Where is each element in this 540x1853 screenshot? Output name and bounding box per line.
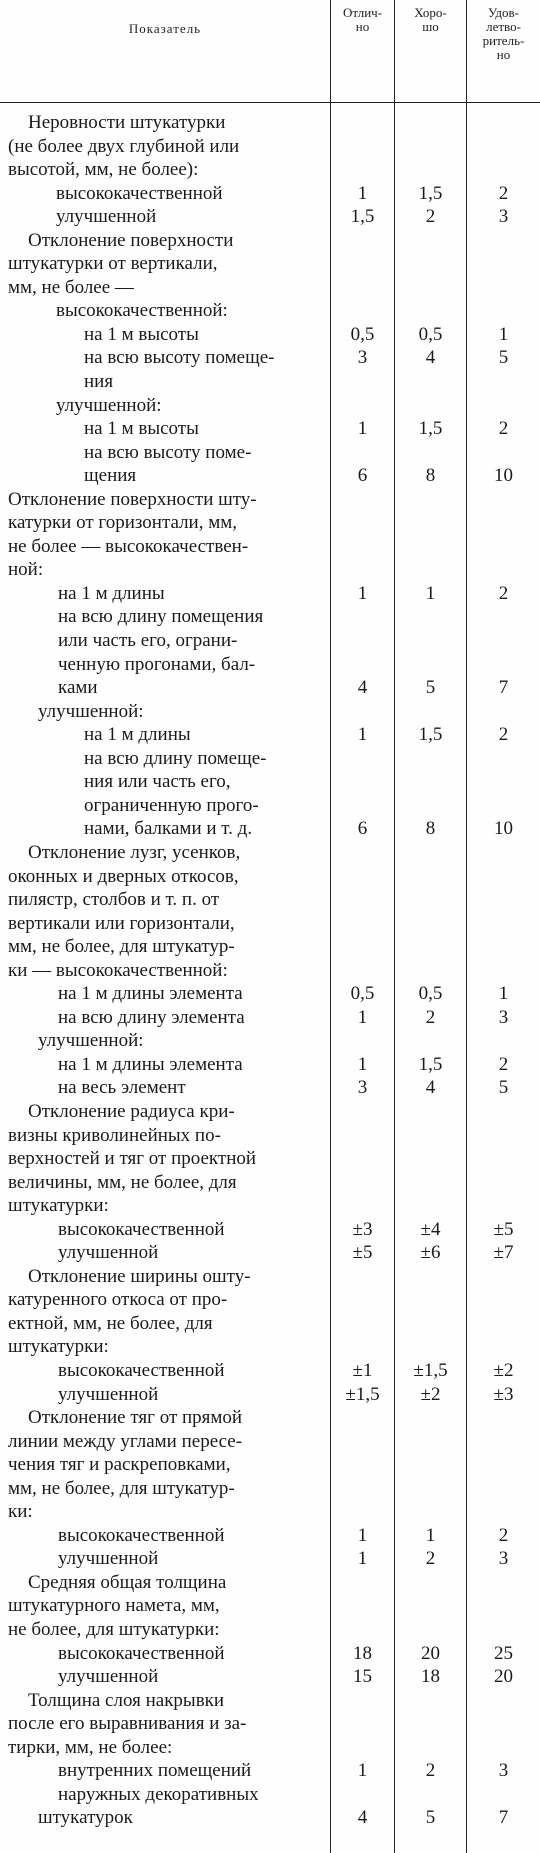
table-row [0,252,540,276]
row-label: или часть его, ограни- [58,630,238,652]
table-row [0,935,540,959]
value-good: 1,5 [418,418,443,440]
row-label: линии между углами пересе- [8,1430,243,1452]
table-row [0,959,540,983]
row-label: оконных и дверных откосов, [8,865,239,887]
value-good: 2 [425,1548,436,1570]
table-row [0,770,540,794]
value-good: 2 [425,206,436,228]
table-row [0,1477,540,1501]
table-row [0,370,540,394]
table-row [0,158,540,182]
table-row [0,1712,540,1736]
row-label: нами, балками и т. д. [84,818,253,840]
value-good: 0,5 [418,983,443,1005]
table-row [0,441,540,465]
row-label: на 1 м длины [58,582,165,604]
value-good: ±2 [420,1383,441,1405]
value-satisfactory: 2 [498,418,509,440]
value-good: 1,5 [418,1053,443,1075]
value-excellent: 1 [357,418,368,440]
row-label: улучшенной [58,1242,159,1264]
value-satisfactory: ±7 [493,1242,514,1264]
table-row [0,841,540,865]
value-excellent: 1 [357,1548,368,1570]
value-excellent: ±1,5 [345,1383,380,1405]
table-row [0,1547,540,1571]
row-label: на всю длину помеще- [84,747,267,769]
table-row [0,1076,540,1100]
row-label: улучшенной [56,206,157,228]
row-label: штукатурки: [8,1195,109,1217]
value-good: 20 [421,1642,440,1664]
table-row [0,912,540,936]
table-row [0,653,540,677]
row-label: величины, мм, не более, для [8,1171,237,1193]
row-label: ния или часть его, [84,771,231,793]
row-label: Отклонение лузг, усенков, [28,841,241,863]
table-row [0,276,540,300]
row-label: наружных декоративных [58,1783,259,1805]
table-row [0,629,540,653]
row-label: на 1 м высоты [84,418,199,440]
value-excellent: 1 [357,1053,368,1075]
table-row [0,205,540,229]
value-good: 5 [425,1807,436,1829]
value-excellent: 1 [357,1760,368,1782]
row-label: катурки от горизонтали, мм, [8,512,238,534]
table-row [0,582,540,606]
table-body [0,111,540,1830]
table-row [0,299,540,323]
row-label: на 1 м высоты [84,323,199,345]
row-label: ектной, мм, не более, для [8,1312,213,1334]
value-excellent: 6 [357,465,368,487]
value-satisfactory: 1 [498,983,509,1005]
row-label: ния [84,371,114,393]
row-label: Отклонение радиуса кри- [28,1100,235,1122]
row-label: штукатурного намета, мм, [8,1595,220,1617]
table-row [0,1783,540,1807]
value-excellent: 1 [357,182,368,204]
header-divider [0,102,540,103]
table-row [0,1383,540,1407]
value-excellent: ±5 [352,1242,373,1264]
row-label: (не более двух глубиной или [8,135,240,157]
table-row [0,1500,540,1524]
row-label: штукатурки от вертикали, [8,253,218,275]
value-good: 1,5 [418,182,443,204]
row-label: на весь элемент [58,1077,186,1099]
table-row [0,346,540,370]
row-label: тирки, мм, не более: [8,1736,173,1758]
value-excellent: 6 [357,818,368,840]
table-row [0,723,540,747]
value-good: 2 [425,1760,436,1782]
table-row [0,1806,540,1830]
table-row [0,323,540,347]
table-row [0,558,540,582]
table-row [0,1124,540,1148]
row-label: не более, для штукатурки: [8,1619,220,1640]
row-label: улучшенной: [38,1030,144,1052]
value-excellent: 1 [357,1006,368,1028]
row-label: ками [58,677,98,699]
value-satisfactory: 3 [498,1548,509,1570]
table-row [0,1453,540,1477]
table-row [0,1218,540,1242]
table-row [0,229,540,253]
table-row [0,1288,540,1312]
row-label: штукатурок [38,1807,133,1829]
table-row [0,1689,540,1713]
column-header-excellent: Отлич- но [342,5,383,34]
value-satisfactory: 1 [498,323,509,345]
value-good: 0,5 [418,323,443,345]
row-label: вертикали или горизонтали, [8,912,235,934]
value-good: 8 [425,818,436,840]
value-satisfactory: 2 [498,582,509,604]
row-label: чения тяг и раскреповками, [8,1454,231,1476]
row-label: штукатурки: [8,1336,109,1358]
row-label: не более — высококачествен- [8,535,249,557]
row-label: улучшенной [58,1666,159,1688]
row-label: после его выравнивания и за- [8,1713,247,1735]
value-satisfactory: ±5 [493,1218,514,1240]
value-excellent: ±1 [352,1359,373,1381]
row-label: Отклонение поверхности шту- [8,488,257,510]
value-good: 8 [425,465,436,487]
table-row [0,511,540,535]
table-row [0,1171,540,1195]
table-row [0,464,540,488]
value-good: ±6 [420,1242,441,1264]
row-label: мм, не более, для штукатур- [8,1477,235,1499]
row-label: высококачественной [58,1359,225,1381]
table-row [0,817,540,841]
row-label: мм, не более — [8,276,134,298]
value-satisfactory: 3 [498,1760,509,1782]
table-row [0,1642,540,1666]
table-row [0,1029,540,1053]
table-row [0,1006,540,1030]
row-label: Толщина слоя накрывки [28,1689,225,1711]
row-label: Отклонение тяг от прямой [28,1407,243,1429]
row-label: Отклонение ширины ошту- [28,1265,251,1287]
table-row [0,1147,540,1171]
table-row [0,182,540,206]
value-excellent: 18 [353,1642,372,1664]
value-satisfactory: 10 [494,465,513,487]
value-excellent: 1 [357,724,368,746]
value-satisfactory: 7 [498,1807,509,1829]
table-row [0,1053,540,1077]
row-label: улучшенной: [38,700,144,722]
value-excellent: 1,5 [350,206,375,228]
table-row [0,1335,540,1359]
value-good: ±1,5 [413,1359,448,1381]
table-row [0,1406,540,1430]
value-satisfactory: 20 [494,1666,513,1688]
value-excellent: 4 [357,1807,368,1829]
row-label: на всю высоту помеще- [84,347,275,369]
row-label: на всю длину помещения [58,606,264,628]
value-good: 2 [425,1006,436,1028]
row-label: верхностей и тяг от проектной [8,1148,257,1170]
value-good: 4 [425,1077,436,1099]
table-row [0,700,540,724]
row-label: на 1 м длины [84,724,191,746]
table-row [0,1430,540,1454]
column-header-satisfactory: Удов- летво- ритель- но [482,5,525,62]
row-label: высотой, мм, не более): [8,159,199,181]
value-excellent: 1 [357,582,368,604]
row-label: ограниченную прого- [84,794,259,816]
value-satisfactory: 5 [498,347,509,369]
value-satisfactory: 2 [498,1524,509,1546]
value-good: 1 [425,1524,436,1546]
row-label: на 1 м длины элемента [58,983,243,1005]
table-row [0,1312,540,1336]
value-satisfactory: 3 [498,1006,509,1028]
value-excellent: 1 [357,1524,368,1546]
value-excellent: 0,5 [350,323,375,345]
value-satisfactory: 7 [498,677,509,699]
value-satisfactory: 10 [494,818,513,840]
row-label: катуренного откоса от про- [8,1289,228,1311]
row-label: Неровности штукатурки [28,112,226,133]
table-row [0,1194,540,1218]
row-label: Отклонение поверхности [28,229,234,251]
row-label: улучшенной [58,1383,159,1405]
table-row [0,535,540,559]
table-row [0,1265,540,1289]
row-label: на 1 м длины элемента [58,1053,243,1075]
row-label: Средняя общая толщина [28,1571,227,1593]
row-label: высококачественной [58,1524,225,1546]
column-header-good: Хоро- шо [414,5,447,34]
row-label: ной: [8,559,44,581]
row-label: на всю длину элемента [58,1006,245,1028]
value-satisfactory: 2 [498,1053,509,1075]
value-excellent: ±3 [352,1218,373,1240]
value-satisfactory: 25 [494,1642,513,1664]
value-satisfactory: 3 [498,206,509,228]
table-row [0,1241,540,1265]
table-row [0,1665,540,1689]
value-good: 1,5 [418,724,443,746]
row-label: визны криволинейных по- [8,1124,221,1146]
value-good: 1 [425,582,436,604]
value-good: 5 [425,677,436,699]
row-label: ченную прогонами, бал- [58,653,256,675]
table-row [0,982,540,1006]
table-row [0,676,540,700]
row-label: внутренних помещений [58,1760,252,1782]
row-label: высококачественной [58,1642,225,1664]
table-row [0,605,540,629]
row-label: улучшенной: [56,394,162,416]
row-label: мм, не более, для штукатур- [8,936,235,958]
row-label: высококачественной: [56,300,228,322]
table-row [0,1618,540,1642]
table-row [0,888,540,912]
value-excellent: 3 [357,1077,368,1099]
row-label: высококачественной [56,182,223,204]
row-label: на всю высоту поме- [84,441,252,463]
row-label: высококачественной [58,1218,225,1240]
value-good: 4 [425,347,436,369]
value-satisfactory: 2 [498,182,509,204]
value-satisfactory: ±3 [493,1383,514,1405]
row-label: щения [84,465,137,487]
table-row [0,1759,540,1783]
value-excellent: 0,5 [350,983,375,1005]
table-row [0,747,540,771]
table-row [0,417,540,441]
table-row [0,1594,540,1618]
table-row [0,865,540,889]
row-label: улучшенной [58,1548,159,1570]
table-row [0,1524,540,1548]
column-header-indicator: Показатель [128,21,202,36]
table-row [0,1359,540,1383]
row-label: ки — высококачественной: [8,959,228,981]
table-row [0,488,540,512]
table-row [0,135,540,159]
table-row [0,794,540,818]
table-row [0,394,540,418]
value-excellent: 3 [357,347,368,369]
table-row [0,1736,540,1760]
value-satisfactory: ±2 [493,1359,514,1381]
value-excellent: 15 [353,1666,372,1688]
value-good: ±4 [420,1218,441,1240]
table-row [0,1571,540,1595]
row-label: ки: [8,1501,33,1523]
value-satisfactory: 5 [498,1077,509,1099]
row-label: пилястр, столбов и т. п. от [8,889,220,911]
value-excellent: 4 [357,677,368,699]
value-satisfactory: 2 [498,724,509,746]
table-row [0,1100,540,1124]
table-row [0,111,540,135]
value-good: 18 [421,1666,440,1688]
